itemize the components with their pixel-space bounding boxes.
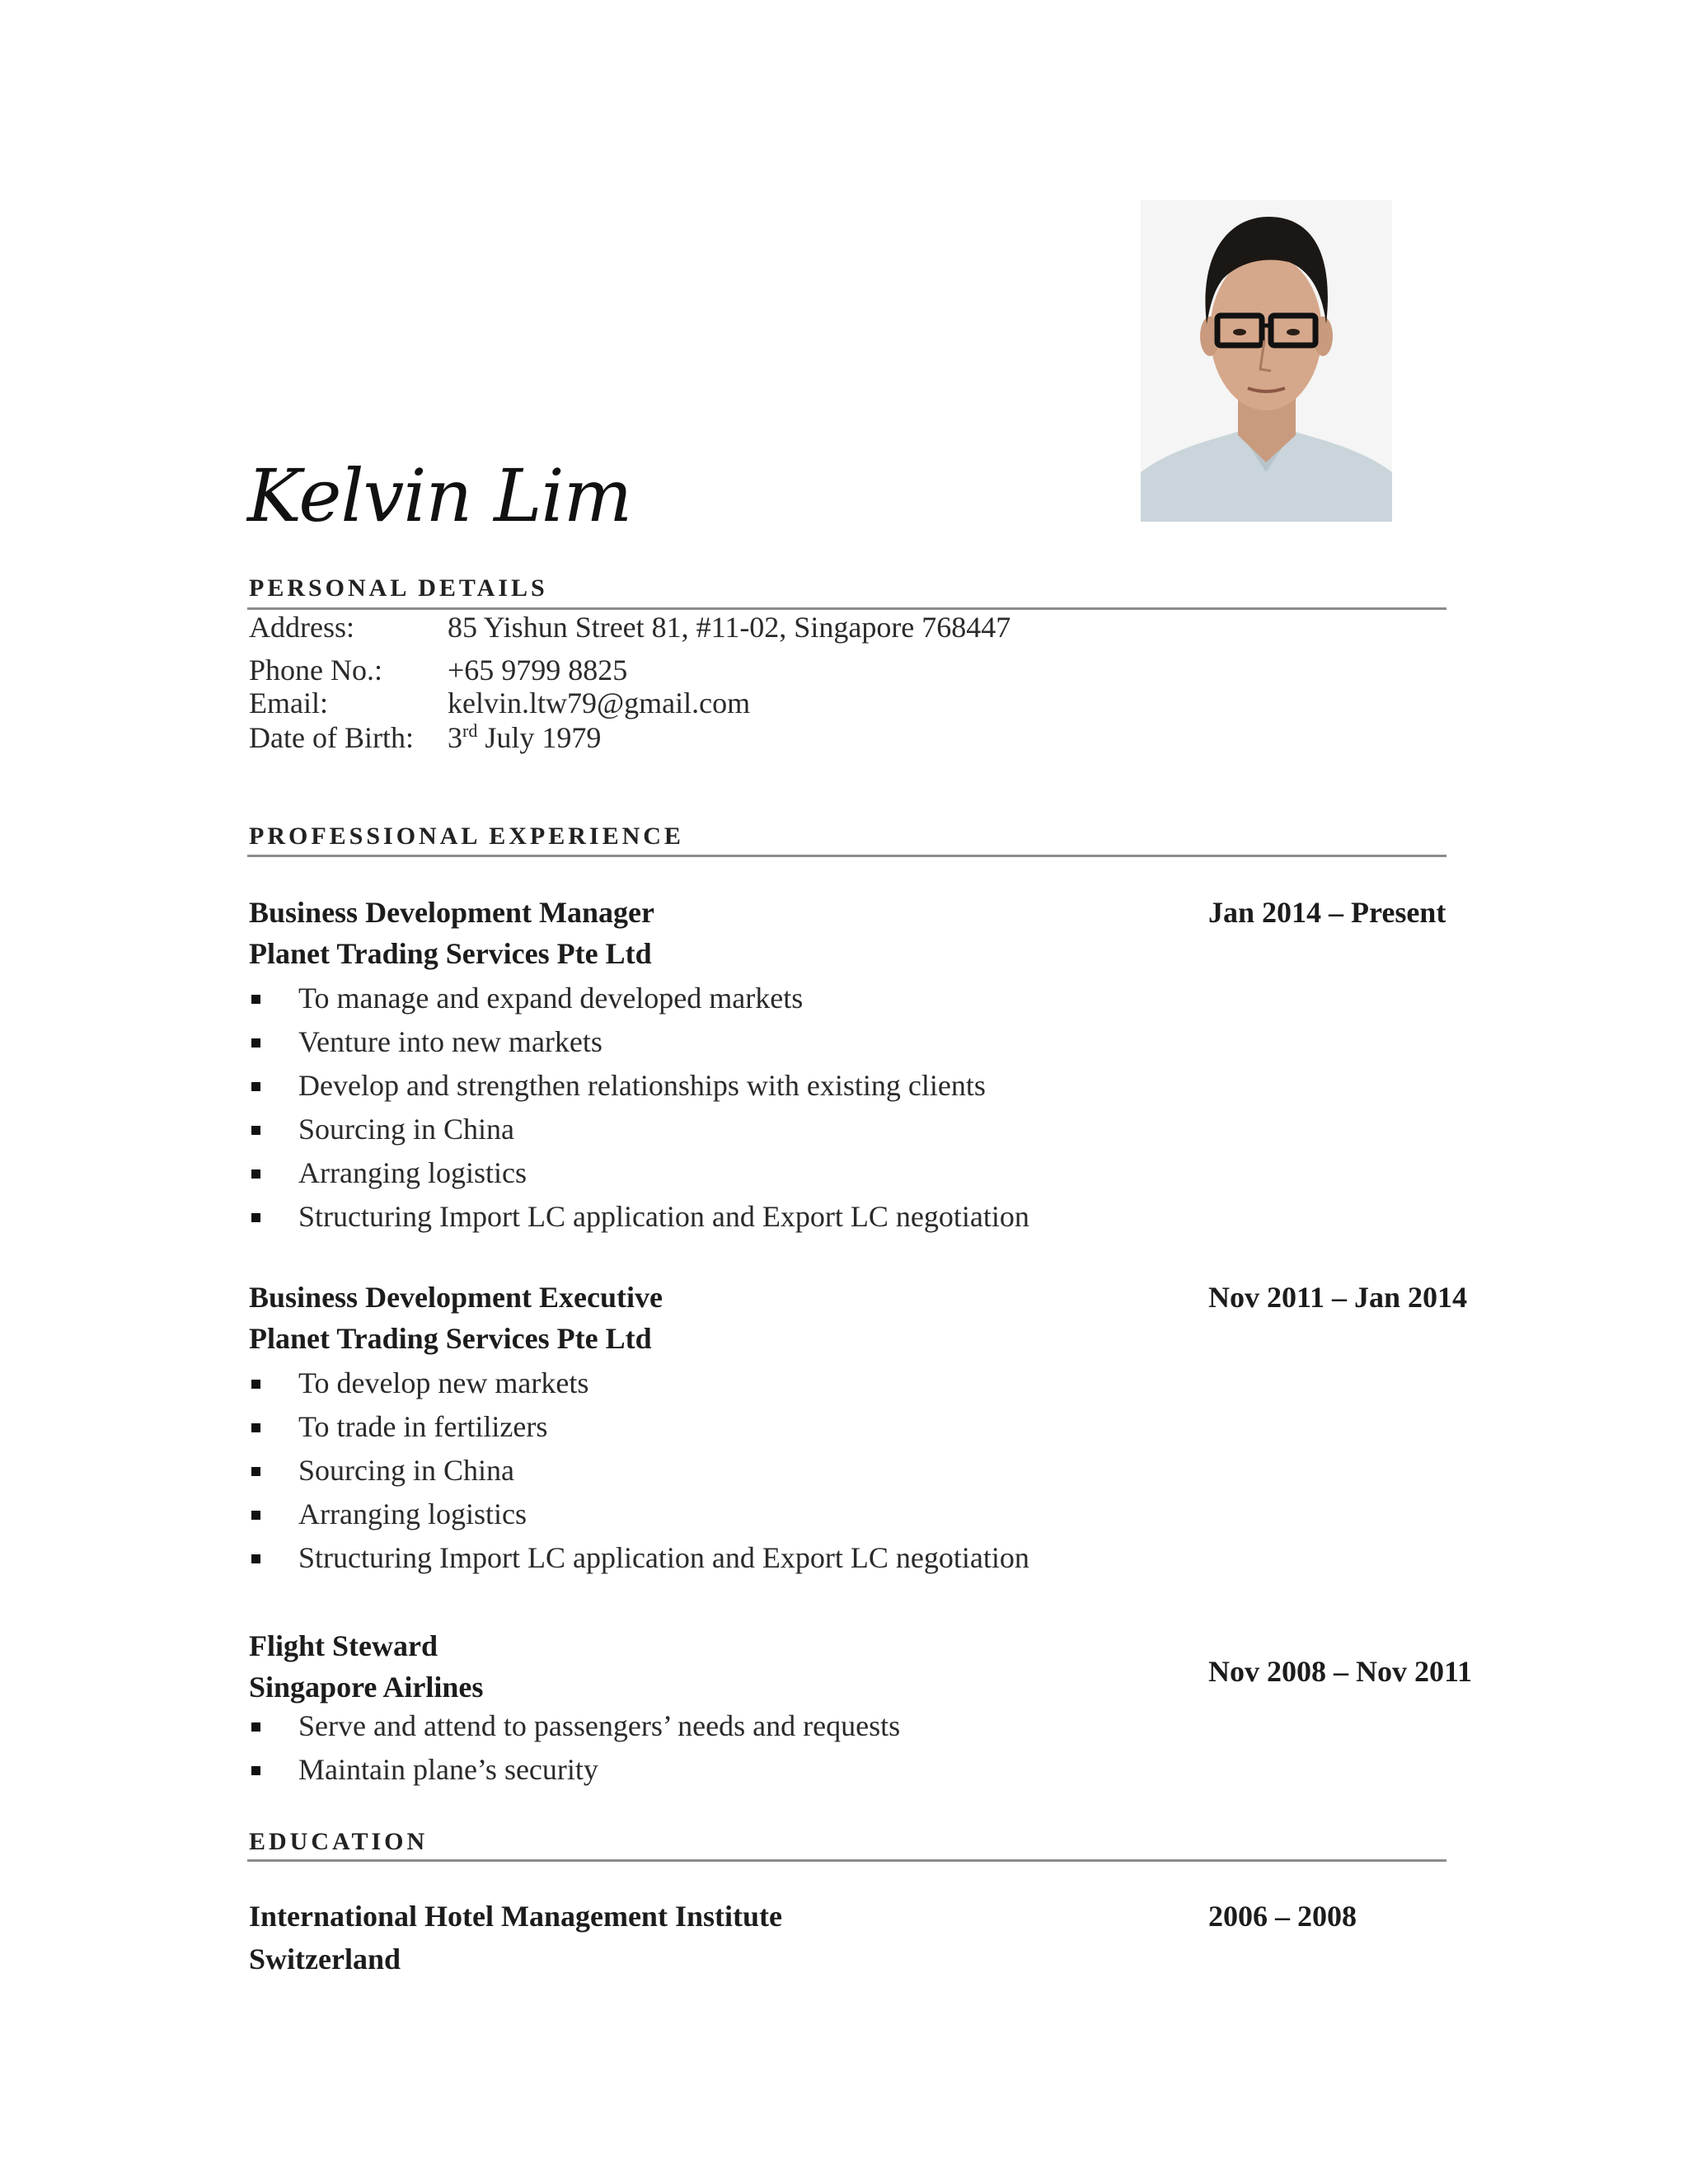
phone-value: +65 9799 8825 bbox=[448, 654, 628, 687]
job-dates: Nov 2008 – Nov 2011 bbox=[1208, 1655, 1473, 1688]
bullet-text: Structuring Import LC application and Export LC negotiation bbox=[298, 1541, 1029, 1574]
square-bullet-icon bbox=[251, 1082, 260, 1091]
address-value: 85 Yishun Street 81, #11-02, Singapore 768447 bbox=[448, 611, 1011, 644]
bullet-text: To develop new markets bbox=[298, 1366, 589, 1399]
bullet-text: Serve and attend to passengers’ needs and requests bbox=[298, 1709, 901, 1742]
bullet-text: To trade in fertilizers bbox=[298, 1410, 548, 1443]
square-bullet-icon bbox=[251, 1126, 260, 1135]
job-dates: Nov 2011 – Jan 2014 bbox=[1208, 1281, 1468, 1314]
dob-day: 3 bbox=[448, 721, 462, 754]
job-title: Business Development Executive bbox=[249, 1281, 663, 1314]
education-location: Switzerland bbox=[249, 1943, 401, 1975]
section-title-personal-details: PERSONAL DETAILS bbox=[249, 574, 548, 602]
section-divider bbox=[247, 855, 1447, 857]
bullet-text: Structuring Import LC application and Export LC negotiation bbox=[298, 1200, 1029, 1233]
dob-value bbox=[448, 720, 601, 755]
bullet-text: To manage and expand developed markets bbox=[298, 982, 804, 1015]
email-value: kelvin.ltw79@gmail.com bbox=[448, 687, 751, 719]
job-dates: Jan 2014 – Present bbox=[1208, 896, 1447, 929]
job-company: Planet Trading Services Pte Ltd bbox=[249, 937, 652, 970]
dob-label: Date of Birth: bbox=[249, 721, 414, 754]
dob-rest: July 1979 bbox=[477, 721, 602, 754]
square-bullet-icon bbox=[251, 1038, 260, 1047]
square-bullet-icon bbox=[251, 1213, 260, 1222]
job-company: Planet Trading Services Pte Ltd bbox=[249, 1322, 652, 1355]
section-title-professional-experience: PROFESSIONAL EXPERIENCE bbox=[249, 823, 684, 850]
profile-photo bbox=[1141, 200, 1392, 522]
candidate-name: Kelvin Lim bbox=[247, 453, 632, 538]
bullet-text: Arranging logistics bbox=[298, 1156, 527, 1189]
bullet-text: Arranging logistics bbox=[298, 1497, 527, 1530]
bullet-text: Sourcing in China bbox=[298, 1113, 514, 1146]
square-bullet-icon bbox=[251, 1169, 260, 1179]
job-title: Business Development Manager bbox=[249, 896, 654, 929]
square-bullet-icon bbox=[251, 995, 260, 1004]
bullet-text: Sourcing in China bbox=[298, 1454, 514, 1487]
bullet-text: Develop and strengthen relationships with existing clients bbox=[298, 1069, 986, 1102]
square-bullet-icon bbox=[251, 1423, 260, 1432]
address-label: Address: bbox=[249, 611, 354, 644]
square-bullet-icon bbox=[251, 1511, 260, 1520]
square-bullet-icon bbox=[251, 1467, 260, 1476]
square-bullet-icon bbox=[251, 1722, 260, 1732]
job-company: Singapore Airlines bbox=[249, 1671, 484, 1704]
square-bullet-icon bbox=[251, 1380, 260, 1389]
dob-suffix: rd bbox=[462, 720, 478, 741]
section-divider bbox=[247, 1859, 1447, 1862]
bullet-text: Venture into new markets bbox=[298, 1025, 603, 1058]
square-bullet-icon bbox=[251, 1554, 260, 1563]
section-title-education: EDUCATION bbox=[249, 1828, 429, 1855]
education-dates: 2006 – 2008 bbox=[1208, 1900, 1357, 1933]
square-bullet-icon bbox=[251, 1766, 260, 1775]
education-institution: International Hotel Management Institute bbox=[249, 1900, 782, 1933]
bullet-text: Maintain plane’s security bbox=[298, 1753, 598, 1786]
job-title: Flight Steward bbox=[249, 1629, 438, 1662]
email-label: Email: bbox=[249, 687, 328, 719]
phone-label: Phone No.: bbox=[249, 654, 382, 687]
